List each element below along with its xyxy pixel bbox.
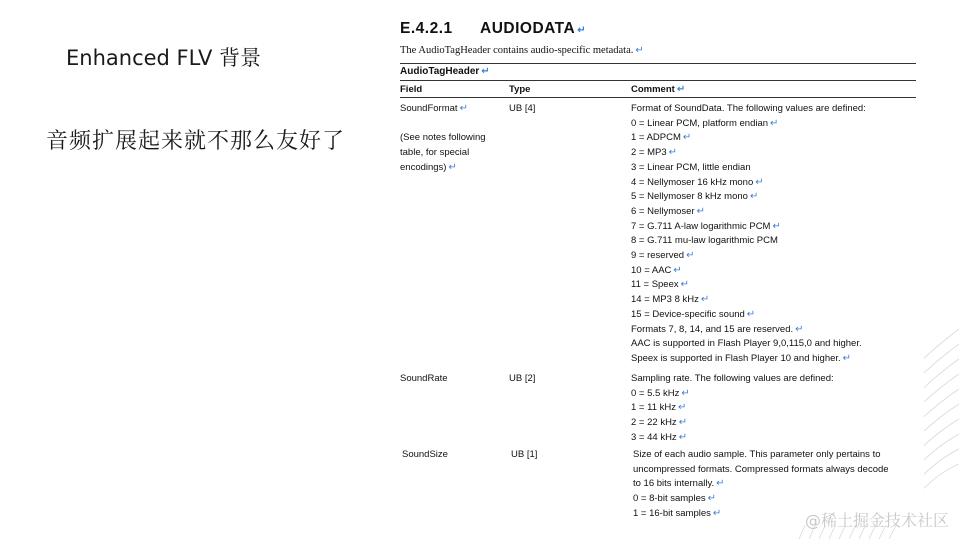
row-soundsize-field: SoundSize	[402, 449, 448, 460]
intro-text: The AudioTagHeader contains audio-specific metadata.	[400, 45, 634, 56]
paragraph-mark-icon: ↵	[481, 66, 490, 77]
section-intro	[400, 45, 644, 56]
row-soundsize-comment: Size of each audio sample. This parameter only pertains to uncompressed formats. Compressed formats always decode to 16 bits internally. ↵ 0 = 8-bit samples ↵ 1 = 16-bit samples ↵	[633, 449, 889, 519]
section-number: E.4.2.1	[400, 20, 453, 37]
row-soundformat-comment: Format of SoundData. The following values are defined: 0 = Linear PCM, platform endian ↵ 1 = ADPCM ↵ 2 = MP3 ↵ 3 = Linear PCM, little endian 4 = Nellymoser 16 kHz mono ↵ 5 = Nellymoser 8 kHz mono ↵ 6 = Nellymoser ↵ 7 = G.711 A-law logarithmic PCM ↵ 8 = G.711 mu-law logarithmic PCM 9 = reserved ↵ 10 = AAC ↵ 11 = Speex ↵ 14 = MP3 8 kHz ↵ 15 = Device-specific sound ↵ Formats 7, 8, 14, and 15 are reserved. ↵ AAC is supported in Flash Player 9,0,115,0 and higher. Speex is supported in Flash Player 10 and higher. ↵	[631, 103, 866, 364]
column-header-type: Type	[509, 84, 531, 95]
spec-document-image	[392, 18, 924, 525]
row-soundsize-type: UB [1]	[511, 449, 538, 460]
row-soundformat-type: UB [4]	[509, 103, 536, 114]
header-bottom-rule	[400, 97, 916, 98]
watermark: @稀土掘金技术社区	[804, 511, 949, 530]
section-heading	[400, 20, 586, 38]
row-soundrate-field: SoundRate	[400, 373, 448, 384]
table-title-text: AudioTagHeader	[400, 66, 480, 77]
row-soundrate-comment: Sampling rate. The following values are defined: 0 = 5.5 kHz ↵ 1 = 11 kHz ↵ 2 = 22 kHz ↵ 3 = 44 kHz ↵	[631, 373, 834, 443]
table-top-rule	[400, 63, 916, 64]
paragraph-mark-icon: ↵	[635, 45, 644, 56]
slide-title: Enhanced FLV 背景	[66, 46, 262, 70]
paragraph-mark-icon: ↵	[577, 25, 587, 36]
column-header-comment: Comment ↵	[631, 84, 686, 95]
column-header-field: Field	[400, 84, 423, 95]
table-title-rule	[400, 80, 916, 81]
slide-body-text: 音频扩展起来就不那么友好了	[46, 129, 346, 154]
section-title: AUDIODATA	[480, 20, 576, 37]
row-soundformat-field: SoundFormat ↵ (See notes following table, for special encodings) ↵	[400, 103, 486, 173]
table-title	[400, 66, 490, 77]
row-soundrate-type: UB [2]	[509, 373, 536, 384]
